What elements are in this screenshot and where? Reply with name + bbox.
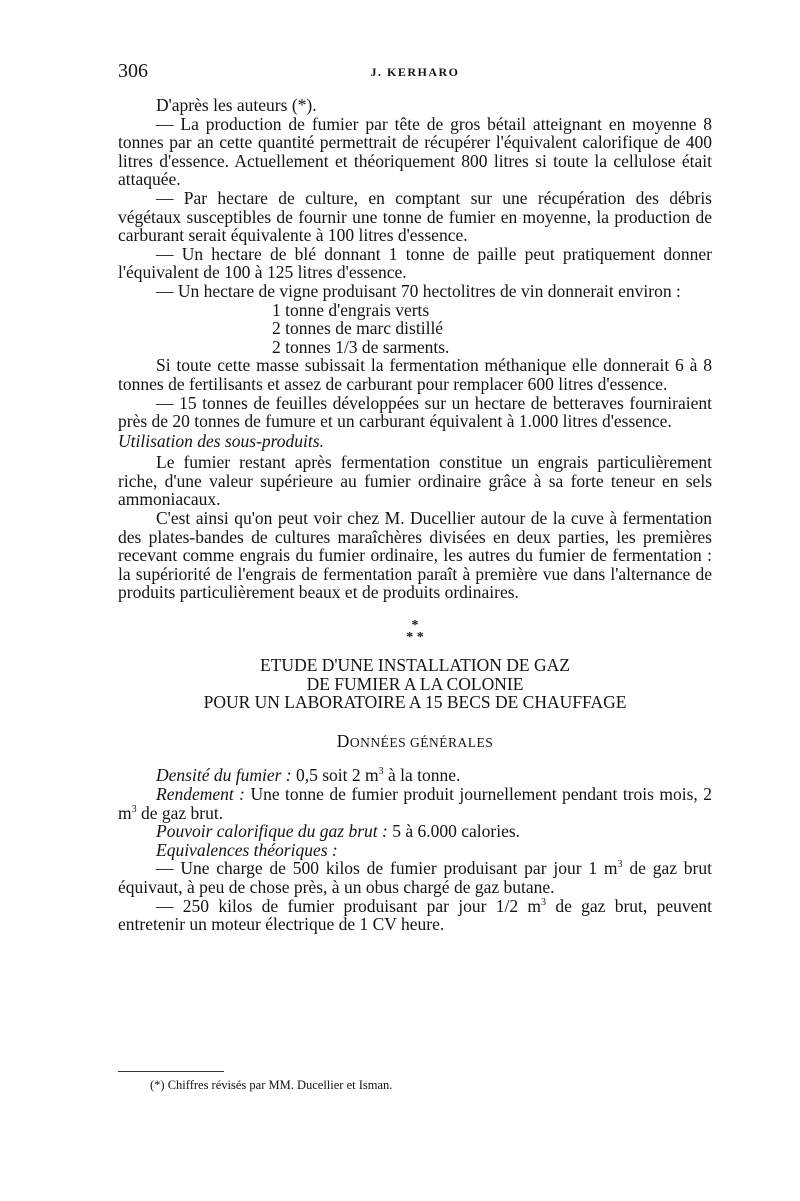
data-yield: Rendement : Une tonne de fumier produit journellement pendant trois mois, 2 $m^3$ de gaz brut. — [118, 784, 712, 823]
paragraph: D'après les auteurs (*). — [156, 95, 317, 115]
paragraph: — Une charge de 500 kilos de fumier produisant par jour 1 $m^3$ de gaz brut équivaut, à peu de chose près, à un obus chargé de gaz butane. — [118, 858, 712, 897]
footnote: (*) Chiffres révisés par MM. Ducellier et Isman. — [150, 1078, 393, 1092]
page-header — [118, 60, 712, 82]
page-number: 306 — [118, 60, 148, 82]
list-item: 1 tonne d'engrais verts — [272, 299, 430, 320]
paragraph: Le fumier restant après fermentation constitue un engrais particulièrement riche, d'une valeur supérieure au fumier ordinaire grâce à sa forte teneur en sels ammoniacaux. — [118, 452, 712, 510]
section-title-line: ETUDE D'UNE INSTALLATION DE GAZ — [260, 655, 570, 676]
paragraph: — Un hectare de vigne produisant 70 hectolitres de vin donnerait environ : — [156, 280, 681, 301]
paragraph: C'est ainsi qu'on peut voir chez M. Ducellier autour de la cuve à fermentation des plates-bandes de cultures maraîchères divisées en deux parties, les premières recevant comme engrais du fumier ordinaire, les autres du fumier de fermentation : la supériorité de l'engrais de fermentation paraît à première vue dans l'alternance de produits particulièrement beaux et de produits ordinaires. — [118, 508, 712, 603]
term: Densité du fumier : — [156, 765, 292, 786]
section-title — [118, 656, 712, 712]
section-separator — [118, 620, 712, 644]
running-head: J. KERHARO — [370, 65, 460, 79]
list-item: 2 tonnes de marc distillé — [272, 318, 444, 339]
subheading: Utilisation des sous-produits. — [118, 430, 324, 451]
separator-star-top: * — [411, 618, 419, 634]
term: Rendement : — [156, 784, 246, 804]
separator-stars-bottom: * * — [406, 630, 424, 646]
paragraph: — La production de fumier par tête de gros bétail atteignant en moyenne 8 tonnes par an cette quantité permettrait de récupérer l'équivalent calorifique de 400 litres d'essence. Actuellement et théoriquement 800 litres si toute la cellulose était attaquée. — [118, 113, 712, 190]
paragraph: — 250 kilos de fumier produisant par jour 1/2 $m^3$ de gaz brut, peuvent entretenir un moteur électrique de 1 CV heure. — [118, 895, 712, 935]
data-calorific: Pouvoir calorifique du gaz brut : 5 à 6.000 calories. — [156, 821, 521, 842]
term: Pouvoir calorifique du gaz brut : — [156, 821, 388, 842]
list-item: 2 tonnes 1/3 de sarments. — [272, 336, 450, 357]
paragraph: — Par hectare de culture, en comptant sur une récupération des débris végétaux susceptibles de fournir une tonne de fumier en moyenne, la production de carburant serait équivalente à 100 litres d'essence. — [118, 187, 712, 246]
section-title-line: DE FUMIER A LA COLONIE — [306, 673, 524, 694]
section-title-line: POUR UN LABORATOIRE A 15 BECS DE CHAUFFAGE — [203, 692, 627, 713]
page-body — [118, 96, 712, 934]
data-density: Densité du fumier : 0,5 soit 2 $m^3$ à la tonne. — [156, 765, 461, 786]
subsection-title: DONNÉES GÉNÉRALES — [336, 730, 494, 751]
paragraph: Si toute cette masse subissait la fermentation méthanique elle donnerait 6 à 8 tonnes de fertilisants et assez de carburant pour remplacer 600 litres d'essence. — [118, 355, 712, 394]
paragraph: — 15 tonnes de feuilles développées sur un hectare de betteraves fourniraient près de 20 tonnes de fumure et un carburant équivalent à 1.000 litres d'essence. — [118, 392, 712, 432]
data-equivalences — [118, 841, 712, 860]
footnote-rule — [118, 1071, 224, 1072]
paragraph: — Un hectare de blé donnant 1 tonne de paille peut pratiquement donner l'équivalent de 100 à 125 litres d'essence. — [118, 243, 712, 283]
yield-list — [272, 301, 712, 357]
term: Equivalences théoriques : — [156, 839, 338, 860]
